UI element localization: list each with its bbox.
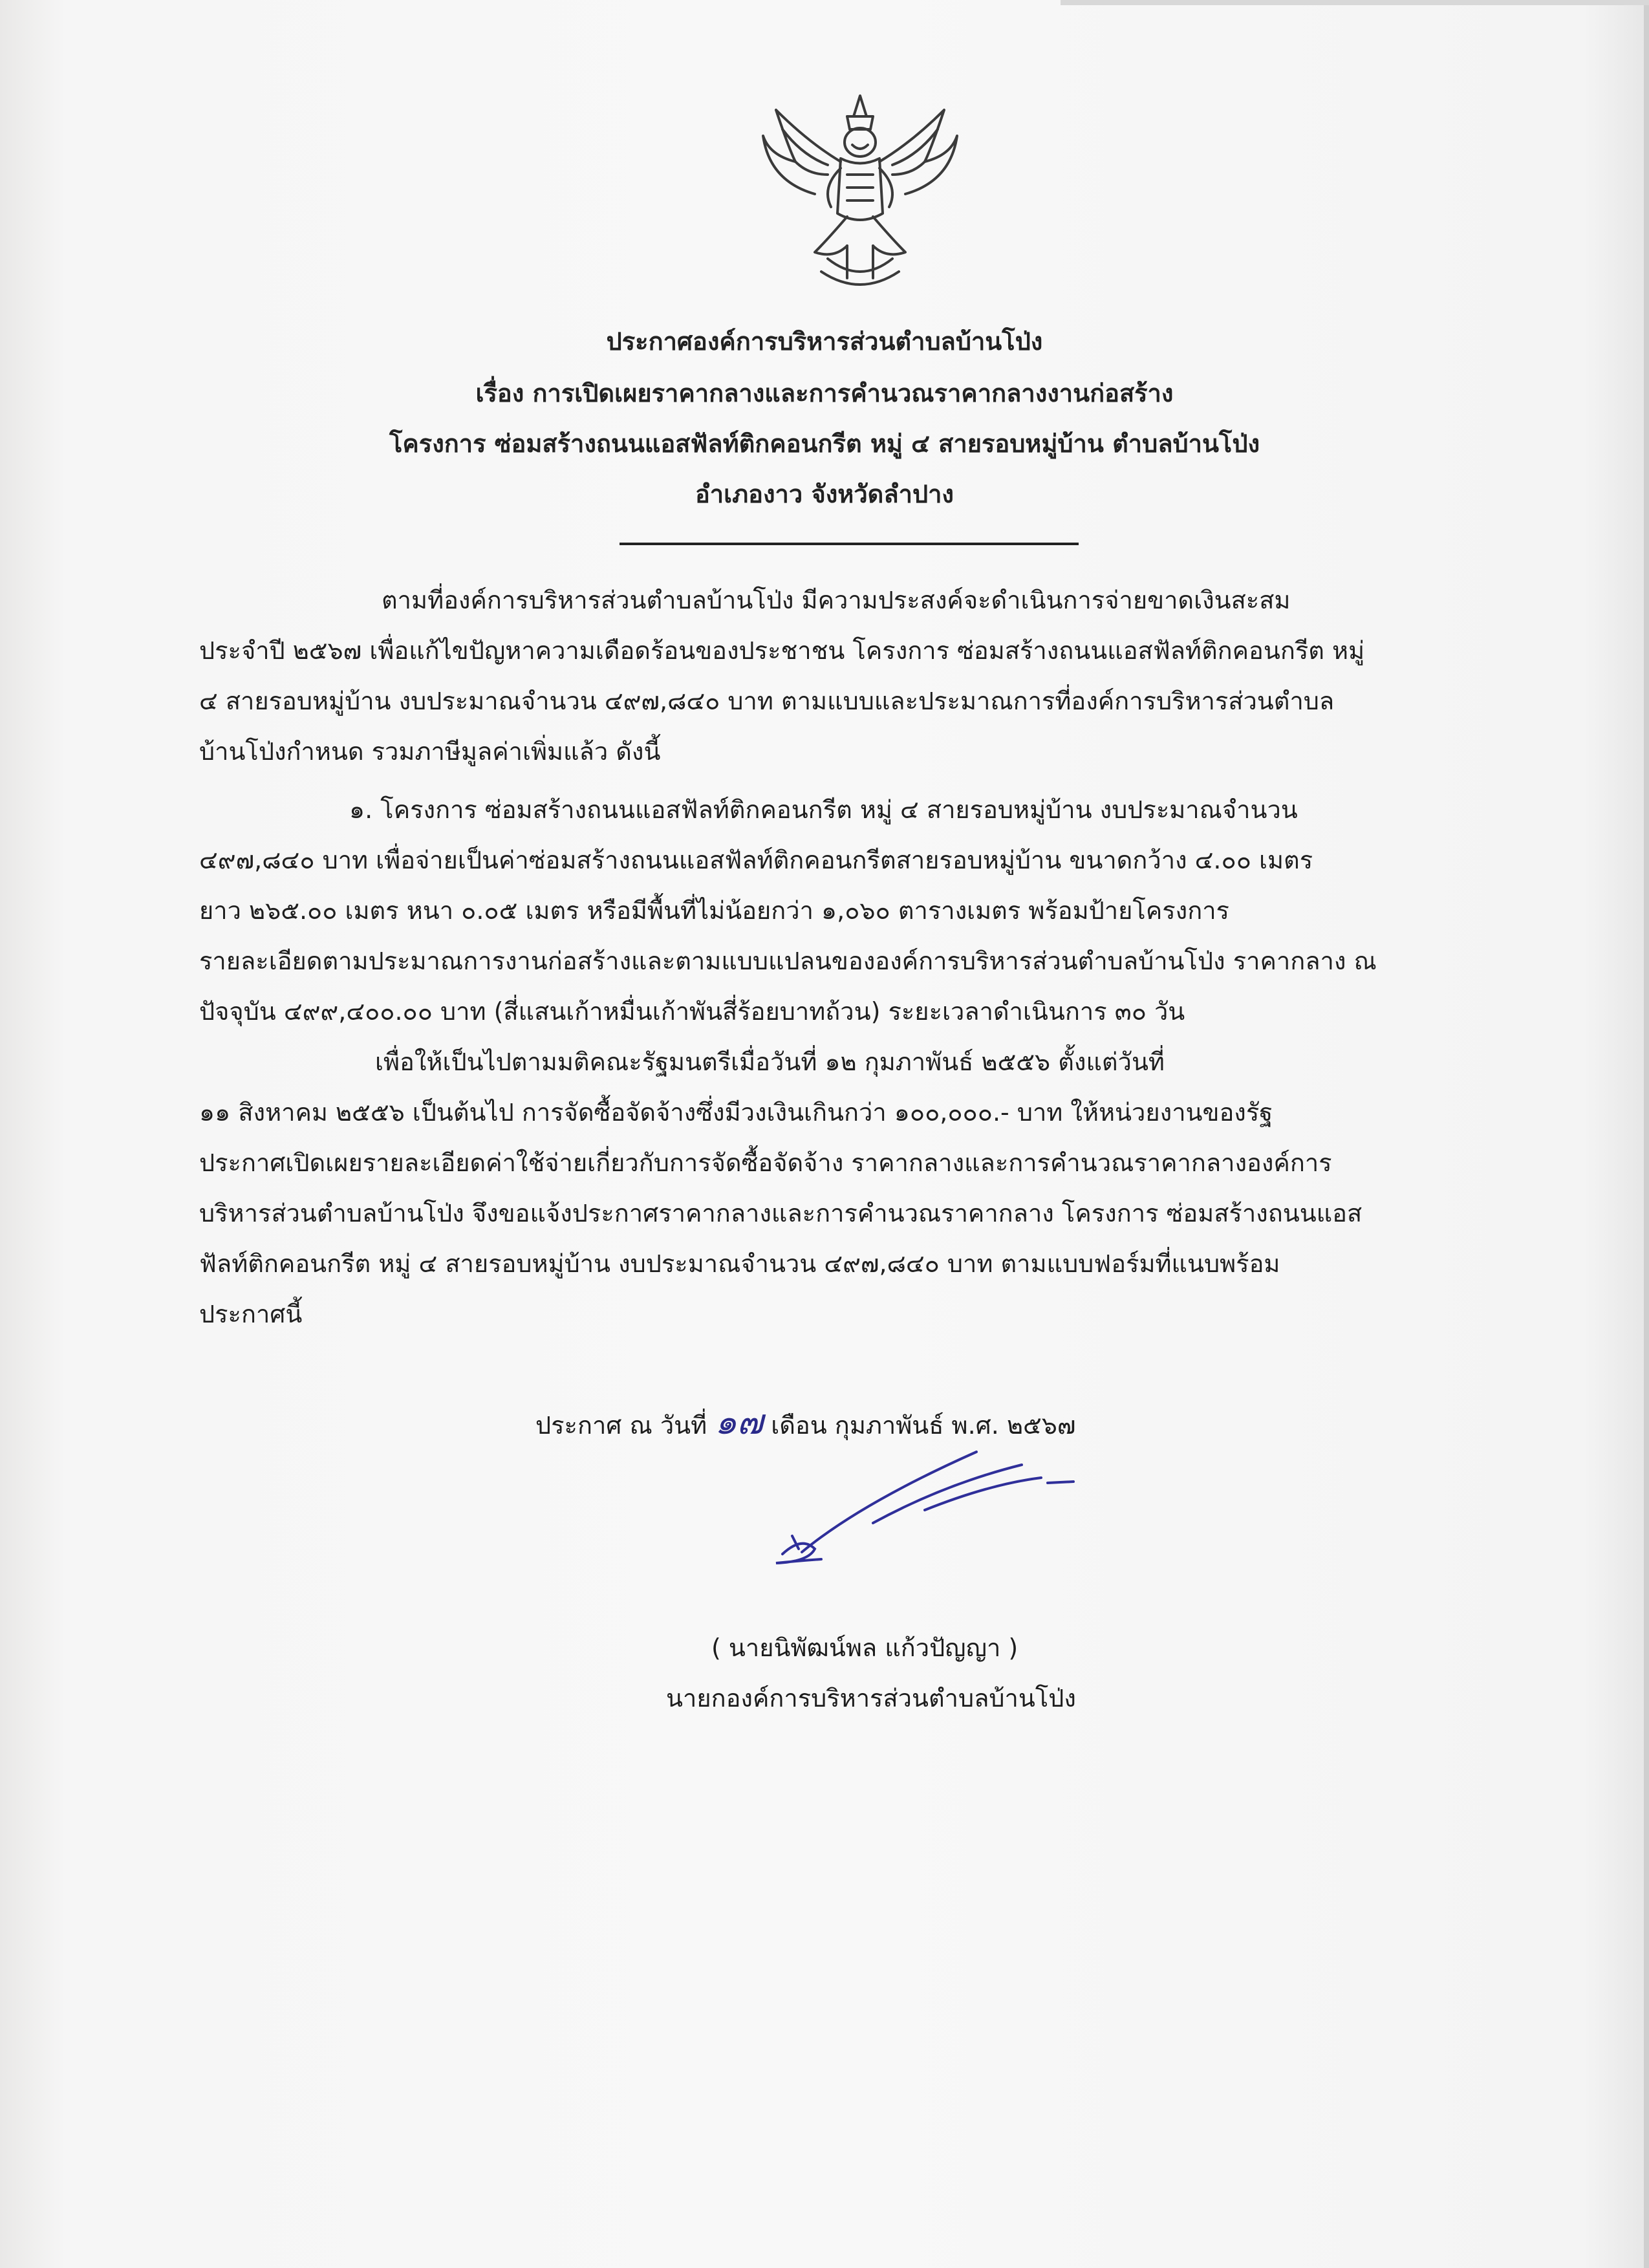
- paragraph-2-line-1: ๑. โครงการ ซ่อมสร้างถนนแอสฟัลท์ติกคอนกรีต หมู่ ๔ สายรอบหมู่บ้าน งบประมาณจำนวน: [349, 795, 1298, 824]
- paragraph-3-line-6: ประกาศนี้: [199, 1300, 303, 1328]
- heading-project: โครงการ ซ่อมสร้างถนนแอสฟัลท์ติกคอนกรีต หมู่ ๔ สายรอบหมู่บ้าน ตำบลบ้านโป่ง: [389, 429, 1260, 458]
- paragraph-3-line-2: ๑๑ สิงหาคม ๒๕๕๖ เป็นต้นไป การจัดซื้อจัดจ้างซึ่งมีวงเงินเกินกว่า ๑๐๐,๐๐๐.- บาท ให้หน่วยงานของรัฐ: [199, 1098, 1273, 1127]
- handwritten-signature: [763, 1439, 1099, 1568]
- signatory-name: ( นายนิพัฒน์พล แก้วปัญญา ): [711, 1634, 1018, 1662]
- paragraph-1-line-1: ตามที่องค์การบริหารส่วนตำบลบ้านโป่ง มีความประสงค์จะดำเนินการจ่ายขาดเงินสะสม: [382, 586, 1291, 614]
- scan-edge-top: [1061, 0, 1649, 5]
- paragraph-2-line-3: ยาว ๒๖๕.๐๐ เมตร หนา ๐.๐๕ เมตร หรือมีพื้นที่ไม่น้อยกว่า ๑,๐๖๐ ตารางเมตร พร้อมป้ายโครงการ: [199, 896, 1229, 925]
- signatory-title: นายกองค์การบริหารส่วนตำบลบ้านโป่ง: [666, 1684, 1076, 1712]
- heading-divider: [620, 543, 1079, 545]
- paragraph-3-line-3: ประกาศเปิดเผยรายละเอียดค่าใช้จ่ายเกี่ยวกับการจัดซื้อจัดจ้าง ราคากลางและการคำนวณราคากลางองค์การ: [199, 1149, 1332, 1177]
- paragraph-3-line-4: บริหารส่วนตำบลบ้านโป่ง จึงขอแจ้งประกาศราคากลางและการคำนวณราคากลาง โครงการ ซ่อมสร้างถนนแอส: [199, 1199, 1363, 1227]
- paragraph-2-line-4: รายละเอียดตามประมาณการงานก่อสร้างและตามแบบแปลนขององค์การบริหารส่วนตำบลบ้านโป่ง ราคากลาง ณ: [199, 947, 1377, 975]
- heading-subject: เรื่อง การเปิดเผยราคากลางและการคำนวณราคากลางงานก่อสร้าง: [475, 379, 1174, 407]
- date-prefix: ประกาศ ณ วันที่: [535, 1411, 707, 1440]
- paragraph-1-line-3: ๔ สายรอบหมู่บ้าน งบประมาณจำนวน ๔๙๗,๘๔๐ บาท ตามแบบและประมาณการที่องค์การบริหารส่วนตำบล: [199, 687, 1335, 715]
- paragraph-2-line-2: ๔๙๗,๘๔๐ บาท เพื่อจ่ายเป็นค่าซ่อมสร้างถนนแอสฟัลท์ติกคอนกรีตสายรอบหมู่บ้าน ขนาดกว้าง ๔.๐๐ เมตร: [199, 846, 1313, 874]
- paragraph-1-line-4: บ้านโป่งกำหนด รวมภาษีมูลค่าเพิ่มแล้ว ดังนี้: [199, 737, 661, 766]
- date-month-year: เดือน กุมภาพันธ์ พ.ศ. ๒๕๖๗: [771, 1411, 1076, 1440]
- garuda-emblem-icon: [750, 91, 970, 297]
- paragraph-3-line-5: ฟัลท์ติกคอนกรีต หมู่ ๔ สายรอบหมู่บ้าน งบประมาณจำนวน ๔๙๗,๘๔๐ บาท ตามแบบฟอร์มที่แนบพร้อม: [199, 1249, 1280, 1278]
- scan-edge: [1644, 0, 1649, 2268]
- heading-location: อำเภองาว จังหวัดลำปาง: [695, 480, 954, 508]
- date-day-handwritten: ๑๗: [715, 1401, 764, 1442]
- paragraph-3-line-1: เพื่อให้เป็นไปตามมติคณะรัฐมนตรีเมื่อวันที่ ๑๒ กุมภาพันธ์ ๒๕๕๖ ตั้งแต่วันที่: [375, 1048, 1165, 1076]
- paragraph-2-line-5: ปัจจุบัน ๔๙๙,๔๐๐.๐๐ บาท (สี่แสนเก้าหมื่นเก้าพันสี่ร้อยบาทถ้วน) ระยะเวลาดำเนินการ ๓๐ วัน: [199, 997, 1185, 1026]
- heading-line-1: ประกาศองค์การบริหารส่วนตำบลบ้านโป่ง: [606, 327, 1043, 356]
- paragraph-1-line-2: ประจำปี ๒๕๖๗ เพื่อแก้ไขปัญหาความเดือดร้อนของประชาชน โครงการ ซ่อมสร้างถนนแอสฟัลท์ติกคอนกรีต หมู่: [199, 636, 1365, 665]
